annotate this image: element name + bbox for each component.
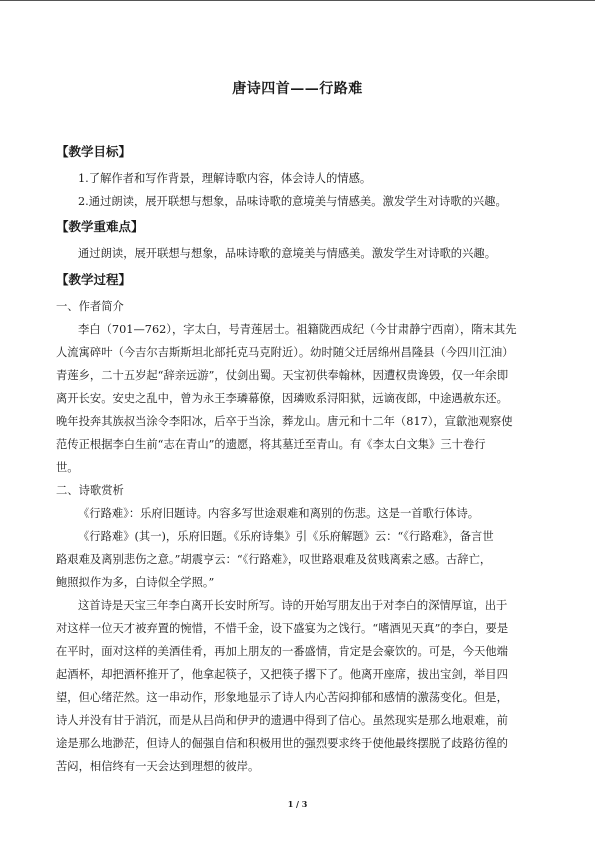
key-points-text: 通过朗读，展开联想与想象，品味诗歌的意境美与情感美。激发学生对诗歌的兴趣。 xyxy=(78,247,496,260)
appreciation-p3-line: 途是那么地渺茫，但诗人的倔强自信和积极用世的强烈要求终于使他最终摆脱了歧路彷徨的 xyxy=(56,737,508,750)
goal-item-1: 1.了解作者和写作背景，理解诗歌内容，体会诗人的情感。 xyxy=(78,172,372,185)
author-intro-line: 范传正根据李白生前“志在青山”的遗愿，将其墓迁至青山。有《李太白文集》三十卷行 xyxy=(56,438,486,451)
author-intro-line: 人流寓碎叶（今吉尔吉斯斯坦北部托克马克附近）。幼时随父迁居绵州昌隆县（今四川江油） xyxy=(56,346,514,359)
key-points-heading: 【教学重难点】 xyxy=(56,219,144,234)
author-intro-line: 李白（701—762），字太白，号青莲居士。祖籍陇西成纪（今甘肃静宁西南），隋末其先 xyxy=(78,323,517,336)
appreciation-p2-line: 路艰难及离别悲伤之意。”胡震亨云：“《行路难》，叹世路艰难及贫贱离索之感。古辞亡， xyxy=(56,553,492,566)
appreciation-p3-line: 望，但心绪茫然。这一串动作，形象地显示了诗人内心苦闷抑郁和感情的激荡变化。但是， xyxy=(56,691,508,704)
teaching-process-heading: 【教学过程】 xyxy=(56,272,132,287)
appreciation-paragraph-1: 《行路难》：乐府旧题诗。内容多写世途艰难和离别的伤悲。这是一首歌行体诗。 xyxy=(78,507,480,520)
appreciation-p2-line: 鲍照拟作为多，白诗似全学照。” xyxy=(56,576,215,589)
page-number: 1 / 3 xyxy=(287,799,308,809)
top-border-line xyxy=(0,0,595,1)
appreciation-p2-line: 《行路难》(其一)，乐府旧题。《乐府诗集》引《乐府解题》云：“《行路难》，备言世 xyxy=(78,530,494,543)
appreciation-heading: 二、诗歌赏析 xyxy=(56,484,124,497)
author-intro-line: 世。 xyxy=(56,461,79,474)
appreciation-p3-line: 诗人并没有甘于消沉，而是从吕尚和伊尹的遗遇中得到了信心。虽然现实是那么地艰难，前 xyxy=(56,714,508,727)
teaching-goals-heading: 【教学目标】 xyxy=(56,144,132,159)
author-intro-heading: 一、作者简介 xyxy=(56,300,124,313)
author-intro-line: 晚年投奔其族叔当涂令李阳冰，后卒于当涂，葬龙山。唐元和十二年（817），宣歙池观察使 xyxy=(56,415,513,428)
author-intro-line: 离开长安。安史之乱中，曾为永王李璘幕僚，因璘败系浔阳狱，远谪夜郎，中途遇赦东还。 xyxy=(56,392,508,405)
appreciation-p3-line: 苦闷，相信终有一天会达到理想的彼岸。 xyxy=(56,760,260,773)
goal-item-2: 2.通过朗读，展开联想与想象，品味诗歌的意境美与情感美。激发学生对诗歌的兴趣。 xyxy=(78,195,507,208)
appreciation-p3-line: 在平时，面对这样的美酒佳肴，再加上朋友的一番盛情，肯定是会豪饮的。可是，今天他端 xyxy=(56,645,508,658)
document-title: 唐诗四首——行路难 xyxy=(232,81,363,97)
appreciation-p3-line: 这首诗是天宝三年李白离开长安时所写。诗的开始写朋友出于对李白的深情厚谊，出于 xyxy=(78,599,508,612)
appreciation-p3-line: 起酒杯，却把酒杯推开了，他拿起筷子，又把筷子撂下了。他离开座席，拔出宝剑，举目四 xyxy=(56,668,508,681)
appreciation-p3-line: 对这样一位天才被弃置的惋惜，不惜千金，设下盛宴为之饯行。“嗜酒见天真”的李白，要是 xyxy=(56,622,509,635)
author-intro-line: 青莲乡，二十五岁起“辞亲远游”，仗剑出蜀。天宝初供奉翰林，因遭权贵谗毁，仅一年余即 xyxy=(56,369,509,382)
